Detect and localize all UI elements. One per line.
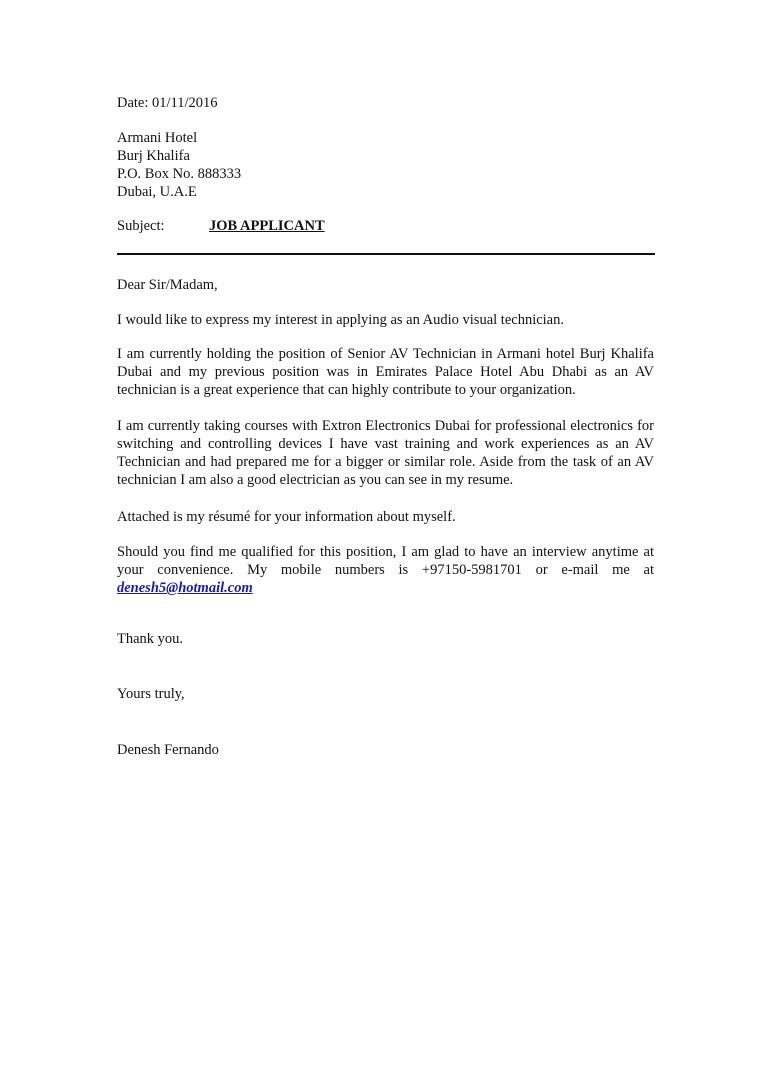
subject-label: Subject: — [117, 218, 165, 234]
letter-date: Date: 01/11/2016 — [117, 95, 218, 111]
signature-name: Denesh Fernando — [117, 742, 219, 758]
paragraph-courses: I am currently taking courses with Extron Electronics Dubai for professional electronics for switching and controlling devices I have vast training and work experiences as an AV Technician and had prepared me for a bigger or similar role. Aside from the task of an AV technician I am also a good electrician as you can see in my resume. — [117, 418, 654, 488]
recipient-building: Burj Khalifa — [117, 148, 190, 164]
paragraph-interest: I would like to express my interest in applying as an Audio visual technician. — [117, 312, 564, 328]
contact-text: Should you find me qualified for this position, I am glad to have an interview anytime at your convenience. My mobile numbers is +97150-5981701 or e-mail me at — [117, 544, 654, 578]
subject-value: JOB APPLICANT — [209, 218, 325, 234]
closing-line: Yours truly, — [117, 686, 185, 702]
paragraph-contact — [117, 543, 654, 597]
header-divider — [117, 253, 655, 255]
recipient-name: Armani Hotel — [117, 130, 198, 146]
paragraph-attachment: Attached is my résumé for your information about myself. — [117, 509, 456, 525]
recipient-po-box: P.O. Box No. 888333 — [117, 166, 242, 182]
thanks-line: Thank you. — [117, 631, 184, 647]
salutation: Dear Sir/Madam, — [117, 277, 218, 293]
email-link[interactable]: denesh5@hotmail.com — [117, 580, 253, 596]
recipient-city: Dubai, U.A.E — [117, 184, 197, 200]
paragraph-current-position: I am currently holding the position of Senior AV Technician in Armani hotel Burj Khalifa Dubai and my previous position was in Emirates Palace Hotel Abu Dhabi as an AV technician is a great experience that can highly contribute to your organization. — [117, 346, 654, 398]
